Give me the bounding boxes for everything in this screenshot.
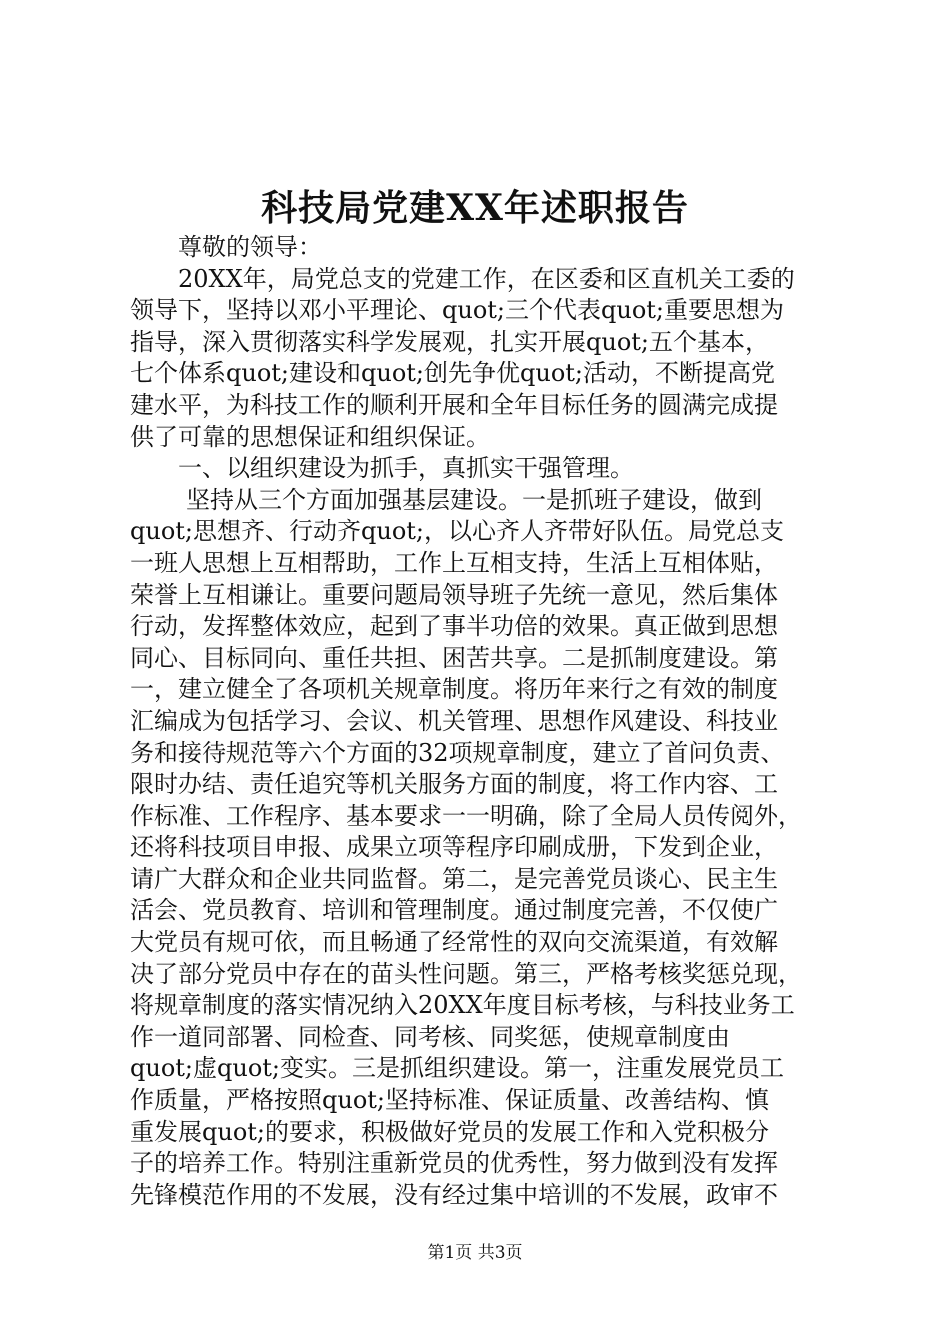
- text-line: 20XX年，局党总支的党建工作，在区委和区直机关工委的: [178, 264, 795, 293]
- text-line: 七个体系quot;建设和quot;创先争优quot;活动，不断提高党: [130, 359, 775, 388]
- text-line: 供了可靠的思想保证和组织保证。: [130, 422, 490, 451]
- text-line: 限时办结、责任追究等机关服务方面的制度，将工作内容、工: [130, 770, 778, 799]
- document-title: 科技局党建XX年述职报告: [261, 187, 689, 229]
- text-line: 还将科技项目申报、成果立项等程序印刷成册，下发到企业，: [130, 833, 778, 862]
- text-line: 领导下，坚持以邓小平理论、quot;三个代表quot;重要思想为: [130, 296, 784, 325]
- text-line: 作质量，严格按照quot;坚持标准、保证质量、改善结构、慎: [130, 1086, 769, 1115]
- text-line: 一，建立健全了各项机关规章制度。将历年来行之有效的制度: [130, 675, 778, 704]
- text-line: 指导，深入贯彻落实科学发展观，扎实开展quot;五个基本，: [130, 327, 769, 356]
- text-line: 坚持从三个方面加强基层建设。一是抓班子建设，做到: [186, 485, 762, 514]
- text-line: 作标准、工作程序、基本要求一一明确，除了全局人员传阅外，: [130, 801, 802, 830]
- text-line: 务和接待规范等六个方面的32项规章制度，建立了首问负责、: [130, 738, 785, 767]
- text-line: quot;虚quot;变实。三是抓组织建设。第一，注重发展党员工: [130, 1054, 784, 1083]
- text-line: 将规章制度的落实情况纳入20XX年度目标考核，与科技业务工: [130, 991, 795, 1020]
- text-line: 行动，发挥整体效应，起到了事半功倍的效果。真正做到思想: [130, 612, 778, 641]
- document-body: [130, 232, 830, 1211]
- text-line: 汇编成为包括学习、会议、机关管理、思想作风建设、科技业: [130, 706, 778, 735]
- page-number-footer: 第1页 共3页: [427, 1243, 523, 1263]
- text-line: 活会、党员教育、培训和管理制度。通过制度完善，不仅使广: [130, 896, 778, 925]
- text-line: 子的培养工作。特别注重新党员的优秀性，努力做到没有发挥: [130, 1149, 778, 1178]
- text-line: 荣誉上互相谦让。重要问题局领导班子先统一意见，然后集体: [130, 580, 778, 609]
- text-line: 一班人思想上互相帮助，工作上互相支持，生活上互相体贴，: [130, 548, 778, 577]
- text-line: quot;思想齐、行动齐quot;，以心齐人齐带好队伍。局党总支: [130, 517, 784, 546]
- text-line: 作一道同部署、同检查、同考核、同奖惩，使规章制度由: [130, 1022, 730, 1051]
- text-line: 大党员有规可依，而且畅通了经常性的双向交流渠道，有效解: [130, 928, 778, 957]
- text-line: 建水平，为科技工作的顺利开展和全年目标任务的圆满完成提: [130, 390, 778, 419]
- text-line: 先锋模范作用的不发展，没有经过集中培训的不发展，政审不: [130, 1180, 778, 1209]
- salutation-line: 尊敬的领导：: [178, 233, 322, 261]
- text-line: 请广大群众和企业共同监督。第二，是完善党员谈心、民主生: [130, 864, 778, 893]
- text-line: 同心、目标同向、重任共担、困苦共享。二是抓制度建设。第: [130, 643, 778, 672]
- text-line: 决了部分党员中存在的苗头性问题。第三，严格考核奖惩兑现，: [130, 959, 802, 988]
- text-line: 重发展quot;的要求，积极做好党员的发展工作和入党积极分: [130, 1117, 769, 1146]
- section-heading: 一、以组织建设为抓手，真抓实干强管理。: [178, 454, 634, 483]
